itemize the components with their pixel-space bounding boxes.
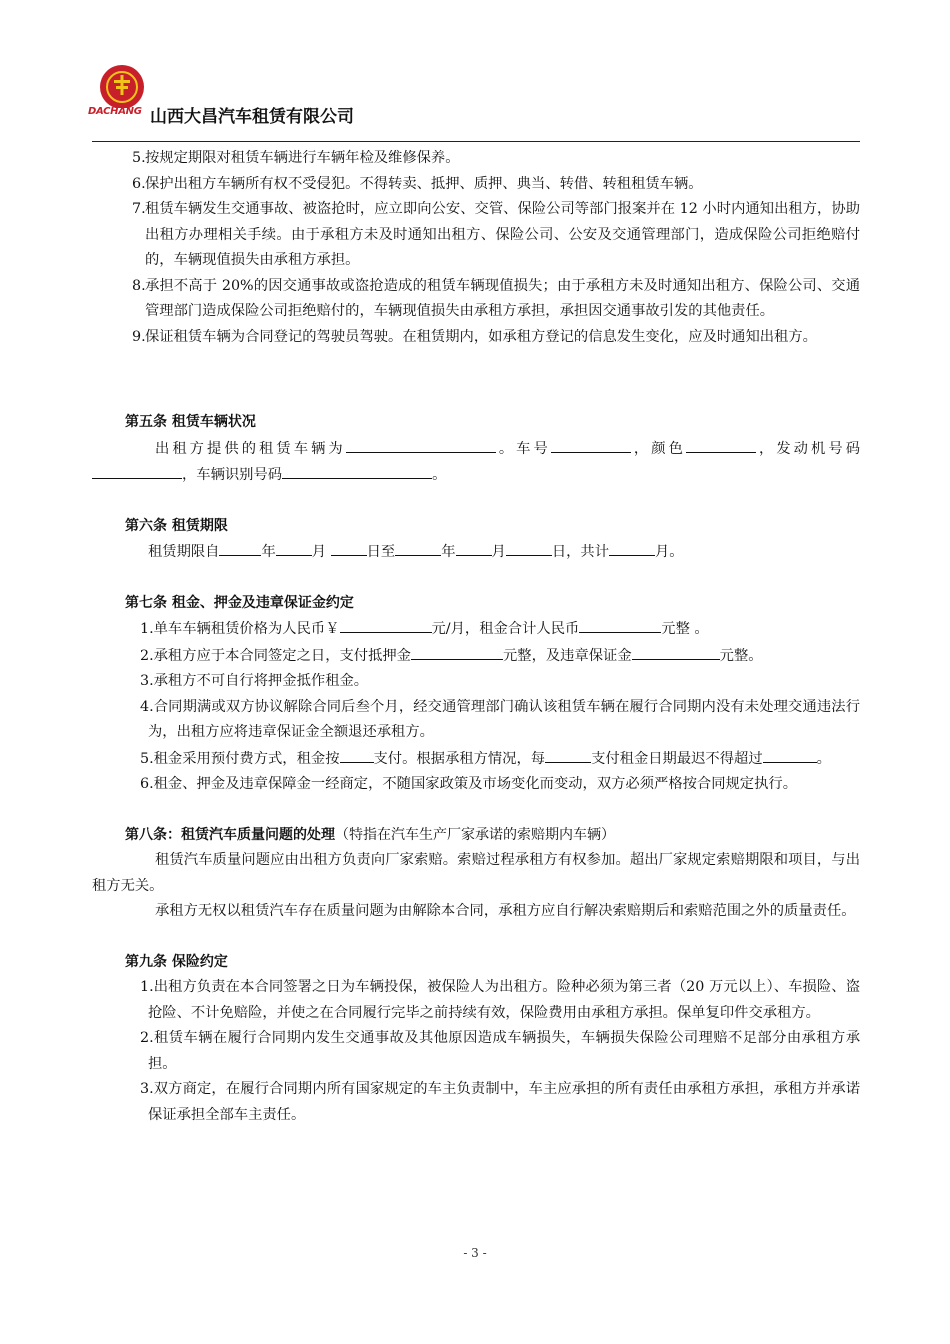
obligations-list <box>92 146 860 350</box>
article-7-item-1: 1.单车车辆租赁价格为人民币￥ 元/月，租金合计人民币 元整 。 <box>92 616 860 643</box>
article-9-item-1: 1.出租方负责在本合同签署之日为车辆投保，被保险人为出租方。险种必须为第三者（20 万元以上）、车损险、盗抢险、不计免赔险，并使之在合同履行完毕之前持续有效，保险费用由承租方承担。保单复印件交承租方。 <box>140 979 860 1021</box>
page-number: - 3 - <box>463 1246 487 1260</box>
item-number: 9. <box>132 328 146 345</box>
item-text: 租赁车辆发生交通事故、被盗抢时，应立即向公安、交管、保险公司等部门报案并在 12 小时内通知出租方，协助出租方办理相关手续。由于承租方未及时通知出租方、保险公司、公安及交通管理部门，造成保险公司拒绝赔付的，车辆现值损失由承租方承担。 <box>145 201 860 268</box>
article-9-title: 第九条 保险约定 <box>125 953 228 970</box>
item-text: 承担不高于 20%的因交通事故或盗抢造成的租赁车辆现值损失；由于承租方未及时通知出租方、保险公司、交通管理部门造成保险公司拒绝赔付的，车辆现值损失由承租方承担，承担因交通事故引发的其他责任。 <box>145 277 860 319</box>
article-9-item-2: 2.租赁车辆在履行合同期内发生交通事故及其他原因造成车辆损失，车辆损失保险公司理赔不足部分由承租方承担。 <box>140 1030 860 1072</box>
letterhead <box>88 62 860 142</box>
item-text: 按规定期限对租赁车辆进行车辆年检及维修保养。 <box>145 150 460 166</box>
article-8-para-1: 租赁汽车质量问题应由出租方负责向厂家索赔。索赔过程承租方有权参加。超出厂家规定索赔期限和项目，与出租方无关。 <box>92 852 860 894</box>
company-logo <box>88 62 152 122</box>
article-7-item-2: 2.承租方应于本合同签定之日，支付抵押金 元整，及违章保证金 元整。 <box>92 643 860 670</box>
logo-wordmark: DACHANG <box>88 106 142 117</box>
article-6-title: 第六条 租赁期限 <box>125 517 228 534</box>
obligation-item <box>92 146 860 172</box>
article-7-item-4: 4.合同期满或双方协议解除合同后叁个月，经交通管理部门确认该租赁车辆在履行合同期内没有未处理交通违法行为，出租方应将违章保证金全额退还承租方。 <box>140 698 860 740</box>
article-6-text: 租赁期限自 年 月 日至 年 月 日，共计 月。 <box>92 539 860 566</box>
obligation-item <box>92 197 860 274</box>
obligation-item <box>92 325 860 351</box>
item-number: 8. <box>132 277 146 294</box>
header-divider <box>92 141 860 142</box>
obligation-item <box>92 274 860 325</box>
item-number: 5. <box>132 150 146 166</box>
article-7-item-6: 6.租金、押金及违章保障金一经商定，不随国家政策及市场变化而变动，双方必须严格按合同规定执行。 <box>140 776 797 792</box>
item-number: 6. <box>132 175 146 192</box>
article-8-title: 第八条：租赁汽车质量问题的处理（特指在汽车生产厂家承诺的索赔期内车辆） <box>125 826 615 843</box>
article-9-item-3: 3.双方商定，在履行合同期内所有国家规定的车主负责制中，车主应承担的所有责任由承租方承担，承租方并承诺保证承担全部车主责任。 <box>140 1081 860 1123</box>
article-7-item-3: 3.承租方不可自行将押金抵作租金。 <box>140 673 369 689</box>
article-8-para-2: 承租方无权以租赁汽车存在质量问题为由解除本合同，承租方应自行解决索赔期后和索赔范围之外的质量责任。 <box>155 903 856 919</box>
article-7-title: 第七条 租金、押金及违章保证金约定 <box>125 594 354 611</box>
obligation-item <box>92 172 860 198</box>
article-7-item-5: 5.租金采用预付费方式，租金按 支付。根据承租方情况，每 支付租金日期最迟不得超过 。 <box>92 746 860 773</box>
article-5-text: 出租方提供的租赁车辆为 。车号 ，颜色 ，发动机号码，车辆识别号码 。 <box>92 436 860 489</box>
contract-body <box>92 146 860 1128</box>
company-name: 山西大昌汽车租赁有限公司 <box>150 107 354 127</box>
article-5-title: 第五条 租赁车辆状况 <box>125 414 256 430</box>
item-text: 保护出租方车辆所有权不受侵犯。不得转卖、抵押、质押、典当、转借、转租租赁车辆。 <box>145 175 703 192</box>
item-number: 7. <box>132 201 146 217</box>
item-text: 保证租赁车辆为合同登记的驾驶员驾驶。在租赁期内，如承租方登记的信息发生变化，应及时通知出租方。 <box>145 328 817 345</box>
